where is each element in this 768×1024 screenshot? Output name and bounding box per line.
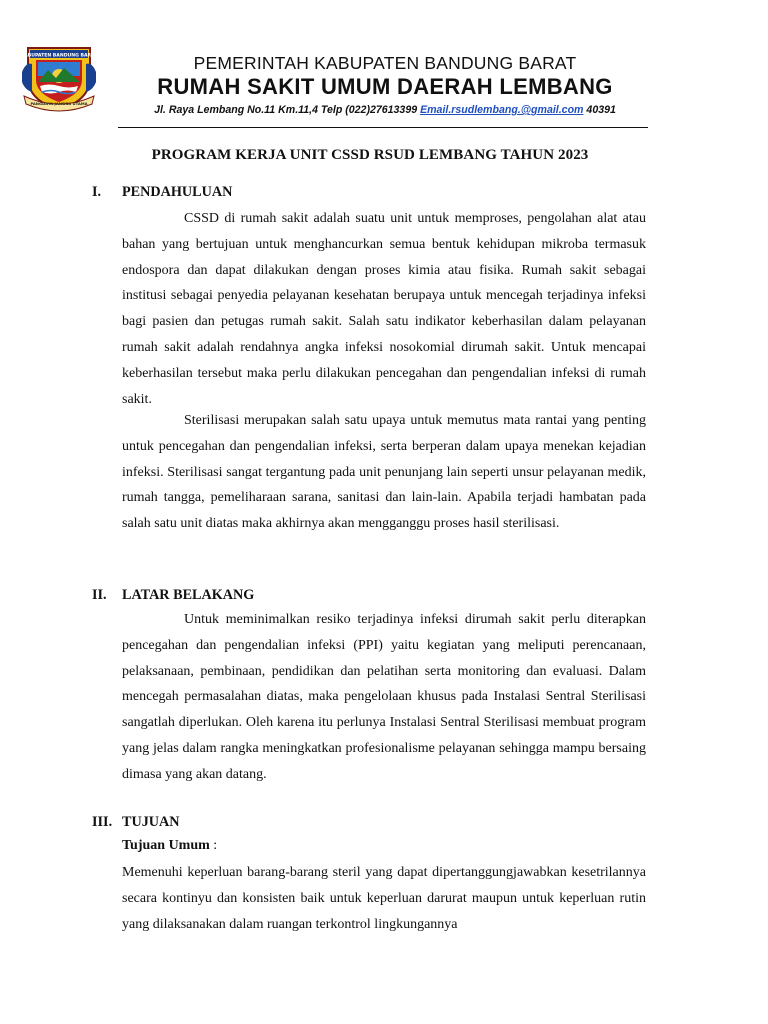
- paragraph-pendahuluan-2: Sterilisasi merupakan salah satu upaya untuk memutus mata rantai yang penting untuk pencegahan dan pengendalian infeksi, serta berperan dalam upaya menekan kejadian infeksi. Sterilisasi sangat tergantung pada unit penunjang lain seperti unsur pelayanan medik, rumah tangga, pemeliharaan sarana, sanitasi dan lain-lain. Apabila terjadi hambatan pada salah satu unit diatas maka akhirnya akan mengganggu proses hasil sterilisasi.: [122, 413, 646, 532]
- document-title: PROGRAM KERJA UNIT CSSD RSUD LEMBANG TAHUN 2023: [151, 147, 589, 163]
- emblem-banner-text: KABUPATEN BANDUNG BARAT: [20, 53, 98, 59]
- hospital-address-line: [100, 102, 670, 118]
- government-name: PEMERINTAH KABUPATEN BANDUNG BARAT: [193, 53, 577, 73]
- letterhead-divider: [118, 127, 648, 128]
- section-number: II.: [92, 587, 107, 603]
- subheading-text: Tujuan Umum: [122, 838, 210, 853]
- paragraph-pendahuluan-1: CSSD di rumah sakit adalah suatu unit untuk memproses, pengolahan alat atau bahan yang bertujuan untuk menghancurkan semua bentuk kehidupan mikroba termasuk endospora dan dapat dilakukan dengan proses kimia atau fisika. Rumah sakit sebagai institusi sebagai penyedia pelayanan kesehatan berupaya untuk mencegah terjadinya infeksi bagi pasien dan petugas rumah sakit. Salah satu indikator keberhasilan dalam pelayanan rumah sakit adalah rendahnya angka infeksi nosokomial dirumah sakit. Untuk mencapai keberhasilan tersebut maka perlu dilakukan pencegahan dan pengendalian infeksi di rumah sakit.: [122, 211, 646, 407]
- postcode-text: 40391: [586, 104, 616, 116]
- paragraph-latar-belakang: Untuk meminimalkan resiko terjadinya infeksi dirumah sakit perlu diterapkan pencegahan dan pengendalian infeksi (PPI) yaitu kegiatan yang meliputi perencanaan, pelaksanaan, pembinaan, pendidikan dan pelatihan serta monitoring dan evaluasi. Dalam mencegah permasalahan diatas, maka pengelolaan khusus pada Instalasi Sentral Sterilisasi sangatlah diperlukan. Oleh karena itu perlunya Instalasi Sentral Sterilisasi membuat program yang jelas dalam rangka meningkatkan profesionalisme pelayanan sehingga mampu bersaing dimasa yang akan datang.: [122, 612, 646, 782]
- subheading-colon: :: [209, 838, 218, 853]
- paragraph-tujuan-umum: Memenuhi keperluan barang-barang steril yang dapat dipertanggungjawabkan kesetrilannya secara kontinyu dan konsisten baik untuk keperluan darurat maupun untuk keperluan rutin yang dilaksanakan dalam ruangan terkontrol lingkungannya: [122, 865, 646, 932]
- kabupaten-bandung-barat-emblem-icon: [20, 42, 98, 114]
- hospital-name: RUMAH SAKIT UMUM DAERAH LEMBANG: [157, 74, 613, 99]
- section-number: I.: [92, 184, 102, 200]
- emblem-motto-text: PANGDAYA JANGGA UTAMA: [30, 101, 88, 106]
- section-title: TUJUAN: [122, 814, 180, 830]
- subheading-tujuan-umum: [122, 838, 217, 854]
- section-title: PENDAHULUAN: [122, 184, 233, 200]
- section-number: III.: [92, 814, 113, 830]
- email-link[interactable]: Email.rsudlembang.@gmail.com: [420, 104, 584, 116]
- letterhead: [100, 52, 670, 118]
- address-text: Jl. Raya Lembang No.11 Km.11,4 Telp (022)27613399: [154, 104, 418, 116]
- section-title: LATAR BELAKANG: [122, 587, 255, 603]
